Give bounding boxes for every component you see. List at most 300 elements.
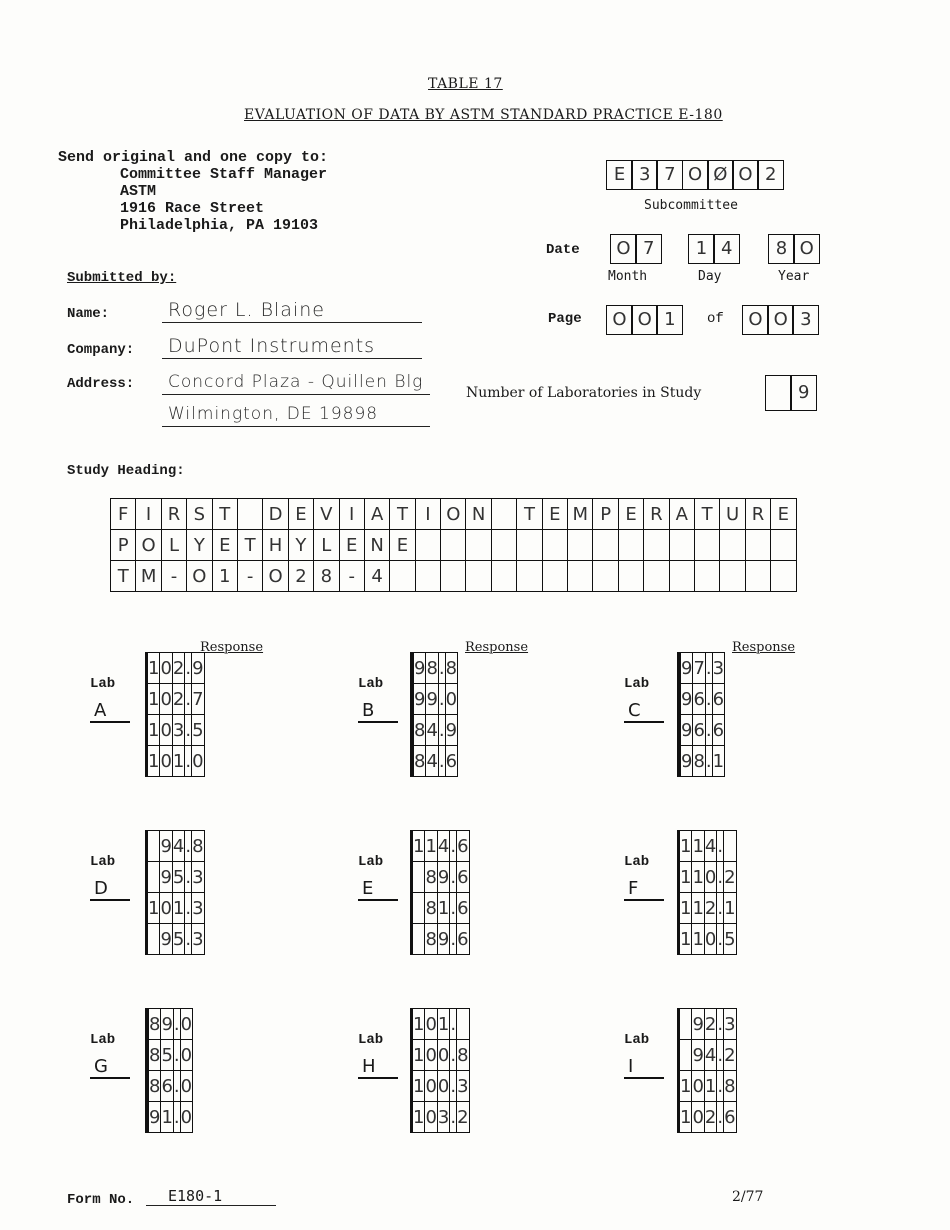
study-cell[interactable] xyxy=(237,499,262,530)
lab-label: Lab xyxy=(358,1032,384,1048)
study-cell[interactable]: A xyxy=(669,499,694,530)
study-cell[interactable] xyxy=(441,561,466,592)
date-day-box[interactable]: 1 xyxy=(688,234,715,264)
response-cell[interactable]: . xyxy=(450,893,457,924)
study-cell[interactable]: O xyxy=(263,561,288,592)
response-cell[interactable]: 4 xyxy=(172,831,184,862)
response-cell[interactable]: 2 xyxy=(704,1009,716,1040)
response-cell[interactable]: 1 xyxy=(413,1102,425,1133)
study-cell[interactable]: A xyxy=(364,499,389,530)
send-to-line: Philadelphia, PA 19103 xyxy=(120,217,319,234)
study-cell[interactable] xyxy=(745,561,770,592)
response-cell[interactable]: 1 xyxy=(680,924,692,955)
page-current-box[interactable]: O xyxy=(631,305,658,335)
response-cell[interactable]: 6 xyxy=(457,862,469,893)
response-cell[interactable]: 0 xyxy=(160,746,172,777)
response-cell[interactable]: 1 xyxy=(692,831,704,862)
study-cell[interactable] xyxy=(390,561,415,592)
response-cell[interactable]: 0 xyxy=(437,1040,449,1071)
lab-id[interactable]: F xyxy=(624,878,664,901)
response-cell[interactable]: 8 xyxy=(425,893,437,924)
study-cell[interactable] xyxy=(669,530,694,561)
address-line1-field[interactable]: Concord Plaza - Quillen Blg xyxy=(162,370,430,395)
response-cell[interactable]: 1 xyxy=(437,1009,449,1040)
response-cell[interactable]: 8 xyxy=(149,1009,161,1040)
response-cell[interactable]: 9 xyxy=(437,862,449,893)
response-cell[interactable]: 1 xyxy=(148,893,160,924)
response-cell[interactable]: 5 xyxy=(172,924,184,955)
response-cell[interactable]: 9 xyxy=(192,653,204,684)
lab-id[interactable]: E xyxy=(358,878,398,901)
month-caption: Month xyxy=(608,269,648,284)
response-cell[interactable]: 5 xyxy=(192,715,204,746)
response-cell[interactable]: 2 xyxy=(172,684,184,715)
response-cell[interactable]: . xyxy=(717,862,724,893)
study-cell[interactable]: D xyxy=(263,499,288,530)
date-month-box[interactable]: O xyxy=(610,234,637,264)
response-cell[interactable]: . xyxy=(717,893,724,924)
response-cell[interactable]: 5 xyxy=(161,1040,173,1071)
response-cell[interactable]: 3 xyxy=(724,1009,736,1040)
response-cell[interactable]: 1 xyxy=(413,831,425,862)
study-cell[interactable]: P xyxy=(111,530,136,561)
response-cell[interactable]: . xyxy=(705,684,712,715)
response-cell[interactable]: 8 xyxy=(425,924,437,955)
response-cell[interactable]: . xyxy=(705,715,712,746)
response-cell[interactable]: 0 xyxy=(692,1102,704,1133)
response-cell[interactable]: 1 xyxy=(161,1102,173,1133)
date-year-box[interactable]: 8 xyxy=(768,234,795,264)
response-cell[interactable]: 9 xyxy=(681,653,693,684)
response-cell[interactable]: 6 xyxy=(457,831,469,862)
response-cell[interactable]: 9 xyxy=(681,715,693,746)
response-cell[interactable]: . xyxy=(717,1009,724,1040)
response-cell[interactable]: 9 xyxy=(414,684,426,715)
response-cell[interactable]: . xyxy=(185,924,192,955)
response-cell[interactable]: 1 xyxy=(148,746,160,777)
study-cell[interactable]: T xyxy=(237,530,262,561)
response-cell[interactable]: 6 xyxy=(445,746,457,777)
study-cell[interactable] xyxy=(669,561,694,592)
response-cell[interactable]: 2 xyxy=(704,1102,716,1133)
lab-id[interactable]: B xyxy=(358,700,398,723)
subcommittee-box[interactable]: Ø xyxy=(707,160,734,190)
response-cell[interactable]: 1 xyxy=(680,893,692,924)
date-day-box[interactable]: 4 xyxy=(713,234,740,264)
study-cell[interactable]: V xyxy=(314,499,339,530)
subcommittee-box[interactable]: O xyxy=(732,160,759,190)
response-cell[interactable]: 2 xyxy=(172,653,184,684)
form-label: Form No. xyxy=(67,1192,135,1208)
response-cell[interactable]: . xyxy=(705,653,712,684)
response-cell[interactable]: 8 xyxy=(693,746,705,777)
response-cell[interactable]: 1 xyxy=(425,831,437,862)
labs-count-box[interactable] xyxy=(765,375,792,411)
subcommittee-box[interactable]: O xyxy=(682,160,709,190)
study-cell[interactable] xyxy=(568,561,593,592)
response-cell[interactable]: 8 xyxy=(414,746,426,777)
study-cell[interactable]: T xyxy=(111,561,136,592)
response-cell[interactable]: . xyxy=(450,862,457,893)
response-cell[interactable]: . xyxy=(173,1102,180,1133)
response-cell[interactable]: 8 xyxy=(149,1071,161,1102)
response-cell[interactable]: 1 xyxy=(724,893,736,924)
study-cell[interactable]: I xyxy=(415,499,440,530)
response-cell[interactable]: . xyxy=(717,1102,724,1133)
response-cell[interactable]: . xyxy=(185,684,192,715)
study-cell[interactable] xyxy=(771,530,796,561)
study-cell[interactable]: Y xyxy=(187,530,212,561)
response-cell[interactable]: 2 xyxy=(724,1040,736,1071)
response-cell[interactable]: 8 xyxy=(414,715,426,746)
study-cell[interactable] xyxy=(517,530,542,561)
response-cell[interactable]: 9 xyxy=(692,1040,704,1071)
response-cell[interactable]: 2 xyxy=(724,862,736,893)
study-cell[interactable]: 8 xyxy=(314,561,339,592)
response-cell[interactable] xyxy=(148,862,160,893)
study-cell[interactable] xyxy=(618,561,643,592)
study-cell[interactable]: - xyxy=(161,561,186,592)
response-cell[interactable]: 6 xyxy=(724,1102,736,1133)
study-cell[interactable] xyxy=(491,561,516,592)
name-label: Name: xyxy=(67,306,110,322)
response-cell[interactable]: 8 xyxy=(457,1040,469,1071)
study-cell[interactable] xyxy=(491,499,516,530)
study-cell[interactable]: M xyxy=(136,561,161,592)
response-cell[interactable]: 1 xyxy=(680,831,692,862)
study-cell[interactable] xyxy=(644,530,669,561)
response-cell[interactable]: . xyxy=(185,746,192,777)
study-cell[interactable]: E xyxy=(618,499,643,530)
response-cell[interactable]: 1 xyxy=(148,684,160,715)
study-cell[interactable]: T xyxy=(694,499,719,530)
study-cell[interactable]: P xyxy=(593,499,618,530)
subcommittee-box[interactable]: 3 xyxy=(631,160,658,190)
response-cell[interactable] xyxy=(724,831,736,862)
response-cell[interactable]: 1 xyxy=(704,1071,716,1102)
study-cell[interactable]: E xyxy=(339,530,364,561)
response-cell[interactable] xyxy=(457,1009,469,1040)
response-cell[interactable]: 0 xyxy=(180,1009,192,1040)
study-cell[interactable]: 4 xyxy=(364,561,389,592)
study-cell[interactable] xyxy=(720,561,745,592)
response-cell[interactable]: 1 xyxy=(148,653,160,684)
study-cell[interactable] xyxy=(593,530,618,561)
response-cell[interactable]: 0 xyxy=(692,1071,704,1102)
response-cell[interactable]: 8 xyxy=(192,831,204,862)
study-cell[interactable]: F xyxy=(111,499,136,530)
labs-count-box[interactable]: 9 xyxy=(790,375,817,411)
study-cell[interactable]: L xyxy=(161,530,186,561)
response-cell[interactable]: 3 xyxy=(192,924,204,955)
response-cell[interactable]: 6 xyxy=(693,715,705,746)
study-cell[interactable] xyxy=(720,530,745,561)
response-cell[interactable]: 1 xyxy=(413,1071,425,1102)
study-cell[interactable]: E xyxy=(288,499,313,530)
response-cell[interactable]: 0 xyxy=(425,1040,437,1071)
response-cell[interactable]: . xyxy=(438,715,445,746)
study-cell[interactable] xyxy=(466,561,491,592)
response-cell[interactable]: 6 xyxy=(712,715,724,746)
study-cell[interactable]: E xyxy=(542,499,567,530)
response-cell[interactable]: 3 xyxy=(192,862,204,893)
page-label: Page xyxy=(548,311,582,327)
study-cell[interactable]: E xyxy=(390,530,415,561)
response-cell[interactable]: 9 xyxy=(445,715,457,746)
lab-id[interactable]: A xyxy=(90,700,130,723)
study-cell[interactable] xyxy=(415,530,440,561)
response-cell[interactable]: 1 xyxy=(172,893,184,924)
study-cell[interactable] xyxy=(542,530,567,561)
response-cell[interactable]: 1 xyxy=(680,1071,692,1102)
response-row xyxy=(146,653,205,684)
response-cell[interactable]: . xyxy=(705,746,712,777)
response-cell[interactable]: 0 xyxy=(160,715,172,746)
lab-id[interactable]: G xyxy=(90,1056,130,1079)
study-cell[interactable]: T xyxy=(212,499,237,530)
response-cell[interactable]: . xyxy=(185,831,192,862)
response-cell[interactable]: 5 xyxy=(172,862,184,893)
response-cell[interactable]: 0 xyxy=(180,1071,192,1102)
study-cell[interactable]: T xyxy=(390,499,415,530)
response-cell[interactable]: 4 xyxy=(426,715,438,746)
response-cell[interactable]: 0 xyxy=(180,1102,192,1133)
response-cell[interactable]: . xyxy=(450,1102,457,1133)
response-cell[interactable]: 0 xyxy=(160,684,172,715)
response-cell[interactable]: . xyxy=(185,893,192,924)
study-cell[interactable]: - xyxy=(339,561,364,592)
study-cell[interactable] xyxy=(644,561,669,592)
response-cell[interactable]: 6 xyxy=(161,1071,173,1102)
response-row xyxy=(411,893,470,924)
study-cell[interactable]: S xyxy=(187,499,212,530)
response-cell[interactable]: . xyxy=(438,653,445,684)
response-cell[interactable]: 8 xyxy=(149,1040,161,1071)
response-cell[interactable]: 0 xyxy=(160,653,172,684)
study-cell[interactable]: R xyxy=(745,499,770,530)
response-cell[interactable]: 3 xyxy=(437,1102,449,1133)
study-cell[interactable] xyxy=(745,530,770,561)
study-cell[interactable] xyxy=(415,561,440,592)
response-cell[interactable]: 0 xyxy=(437,1071,449,1102)
study-cell[interactable]: Y xyxy=(288,530,313,561)
response-cell[interactable]: 5 xyxy=(724,924,736,955)
response-cell[interactable]: 1 xyxy=(413,1009,425,1040)
page-current-box[interactable]: 1 xyxy=(656,305,683,335)
study-cell[interactable]: M xyxy=(568,499,593,530)
lab-id[interactable]: H xyxy=(358,1056,398,1079)
response-cell[interactable]: . xyxy=(185,862,192,893)
response-cell[interactable]: 7 xyxy=(693,653,705,684)
response-cell[interactable]: 6 xyxy=(712,684,724,715)
study-cell[interactable]: O xyxy=(187,561,212,592)
study-cell[interactable]: E xyxy=(771,499,796,530)
page-total-box[interactable]: O xyxy=(742,305,769,335)
study-cell[interactable]: T xyxy=(517,499,542,530)
study-cell[interactable] xyxy=(441,530,466,561)
response-cell[interactable]: 1 xyxy=(680,862,692,893)
response-cell[interactable]: 1 xyxy=(692,862,704,893)
study-cell[interactable] xyxy=(618,530,643,561)
study-cell[interactable] xyxy=(491,530,516,561)
response-cell[interactable]: 2 xyxy=(457,1102,469,1133)
study-cell[interactable]: R xyxy=(644,499,669,530)
response-row xyxy=(146,684,205,715)
response-cell[interactable]: . xyxy=(450,924,457,955)
response-cell[interactable]: 8 xyxy=(426,653,438,684)
response-cell[interactable]: . xyxy=(173,1009,180,1040)
study-cell[interactable]: 2 xyxy=(288,561,313,592)
submitted-by-heading: Submitted by: xyxy=(67,270,177,286)
response-cell[interactable]: 1 xyxy=(413,1040,425,1071)
response-cell[interactable]: 4 xyxy=(704,1040,716,1071)
response-cell[interactable]: 0 xyxy=(425,1102,437,1133)
response-cell[interactable]: 0 xyxy=(160,893,172,924)
response-cell[interactable]: 3 xyxy=(712,653,724,684)
study-cell[interactable] xyxy=(694,561,719,592)
response-cell[interactable]: 0 xyxy=(445,684,457,715)
response-cell[interactable]: 4 xyxy=(437,831,449,862)
response-cell[interactable]: 1 xyxy=(437,893,449,924)
response-cell[interactable]: . xyxy=(438,684,445,715)
study-cell[interactable] xyxy=(466,530,491,561)
study-cell[interactable]: O xyxy=(441,499,466,530)
response-cell[interactable]: 9 xyxy=(681,684,693,715)
response-cell[interactable]: . xyxy=(717,831,724,862)
address-label: Address: xyxy=(67,376,135,392)
study-cell[interactable] xyxy=(593,561,618,592)
study-cell[interactable] xyxy=(517,561,542,592)
response-cell[interactable]: 8 xyxy=(445,653,457,684)
response-cell[interactable]: 4 xyxy=(704,831,716,862)
subcommittee-box[interactable]: 2 xyxy=(757,160,784,190)
response-cell[interactable]: 9 xyxy=(692,1009,704,1040)
response-cell[interactable]: 6 xyxy=(693,684,705,715)
study-cell[interactable]: N xyxy=(466,499,491,530)
response-cell[interactable]: 0 xyxy=(425,1009,437,1040)
page-current xyxy=(606,305,683,335)
response-cell[interactable]: 9 xyxy=(681,746,693,777)
response-grid xyxy=(145,1008,193,1133)
study-cell[interactable]: H xyxy=(263,530,288,561)
response-cell[interactable]: 6 xyxy=(457,924,469,955)
response-cell[interactable]: . xyxy=(450,1040,457,1071)
study-cell[interactable]: I xyxy=(339,499,364,530)
response-cell[interactable]: 9 xyxy=(149,1102,161,1133)
lab-id[interactable]: C xyxy=(624,700,664,723)
response-row xyxy=(678,746,725,777)
response-cell[interactable]: . xyxy=(173,1040,180,1071)
subcommittee-box[interactable]: 7 xyxy=(656,160,683,190)
response-cell[interactable] xyxy=(680,1040,692,1071)
study-cell[interactable]: 1 xyxy=(212,561,237,592)
lab-id[interactable]: D xyxy=(90,878,130,901)
response-cell[interactable]: . xyxy=(438,746,445,777)
response-cell[interactable]: 1 xyxy=(712,746,724,777)
date-year-box[interactable]: O xyxy=(793,234,820,264)
response-cell[interactable]: 1 xyxy=(692,893,704,924)
response-cell[interactable]: 0 xyxy=(704,924,716,955)
study-cell[interactable]: I xyxy=(136,499,161,530)
study-cell[interactable] xyxy=(542,561,567,592)
response-cell[interactable]: 8 xyxy=(425,862,437,893)
response-cell[interactable]: 9 xyxy=(161,1009,173,1040)
response-cell[interactable]: . xyxy=(450,831,457,862)
response-cell[interactable]: 0 xyxy=(180,1040,192,1071)
page-total-box[interactable]: 3 xyxy=(792,305,819,335)
study-cell[interactable] xyxy=(694,530,719,561)
response-cell[interactable]: 4 xyxy=(426,746,438,777)
response-cell[interactable]: . xyxy=(717,1040,724,1071)
response-cell[interactable] xyxy=(413,924,425,955)
response-cell[interactable]: 2 xyxy=(704,893,716,924)
response-cell[interactable]: 1 xyxy=(148,715,160,746)
response-cell[interactable]: 9 xyxy=(160,924,172,955)
study-cell[interactable]: U xyxy=(720,499,745,530)
response-cell[interactable]: 9 xyxy=(160,831,172,862)
response-cell[interactable]: . xyxy=(450,1071,457,1102)
study-cell[interactable]: L xyxy=(314,530,339,561)
study-cell[interactable]: N xyxy=(364,530,389,561)
lab-id[interactable]: I xyxy=(624,1056,664,1079)
response-grid xyxy=(677,830,737,955)
response-cell[interactable]: 9 xyxy=(426,684,438,715)
response-cell[interactable]: 1 xyxy=(692,924,704,955)
response-cell[interactable]: 9 xyxy=(160,862,172,893)
subcommittee-box[interactable]: E xyxy=(606,160,633,190)
response-cell[interactable]: 6 xyxy=(457,893,469,924)
response-cell[interactable]: 7 xyxy=(192,684,204,715)
response-cell[interactable] xyxy=(680,1009,692,1040)
response-cell[interactable] xyxy=(413,862,425,893)
response-cell[interactable]: . xyxy=(185,715,192,746)
address-line2-field[interactable]: Wilmington, DE 19898 xyxy=(162,402,430,427)
response-cell[interactable]: 8 xyxy=(724,1071,736,1102)
response-cell[interactable]: 0 xyxy=(192,746,204,777)
study-cell[interactable]: - xyxy=(237,561,262,592)
response-cell[interactable]: 3 xyxy=(192,893,204,924)
study-cell[interactable]: E xyxy=(212,530,237,561)
study-cell[interactable]: O xyxy=(136,530,161,561)
response-cell[interactable]: 1 xyxy=(680,1102,692,1133)
response-cell[interactable]: . xyxy=(717,1071,724,1102)
response-cell[interactable]: 9 xyxy=(437,924,449,955)
name-field[interactable]: Roger L. Blaine xyxy=(162,298,422,323)
page-current-box[interactable]: O xyxy=(606,305,633,335)
response-cell[interactable]: 0 xyxy=(425,1071,437,1102)
response-cell[interactable]: . xyxy=(450,1009,457,1040)
study-cell[interactable] xyxy=(568,530,593,561)
send-to-block xyxy=(58,149,328,234)
study-cell[interactable]: R xyxy=(161,499,186,530)
response-cell[interactable]: 1 xyxy=(172,746,184,777)
response-cell[interactable]: . xyxy=(185,653,192,684)
response-cell[interactable]: 0 xyxy=(704,862,716,893)
response-cell[interactable] xyxy=(148,831,160,862)
response-cell[interactable]: . xyxy=(717,924,724,955)
response-cell[interactable]: 9 xyxy=(414,653,426,684)
response-cell[interactable]: 3 xyxy=(172,715,184,746)
company-field[interactable]: DuPont Instruments xyxy=(162,334,422,359)
study-cell[interactable] xyxy=(771,561,796,592)
response-cell[interactable] xyxy=(413,893,425,924)
page-total-box[interactable]: O xyxy=(767,305,794,335)
response-cell[interactable]: 3 xyxy=(457,1071,469,1102)
response-cell[interactable]: . xyxy=(173,1071,180,1102)
date-month-box[interactable]: 7 xyxy=(635,234,662,264)
response-cell[interactable] xyxy=(148,924,160,955)
page-total xyxy=(742,305,819,335)
